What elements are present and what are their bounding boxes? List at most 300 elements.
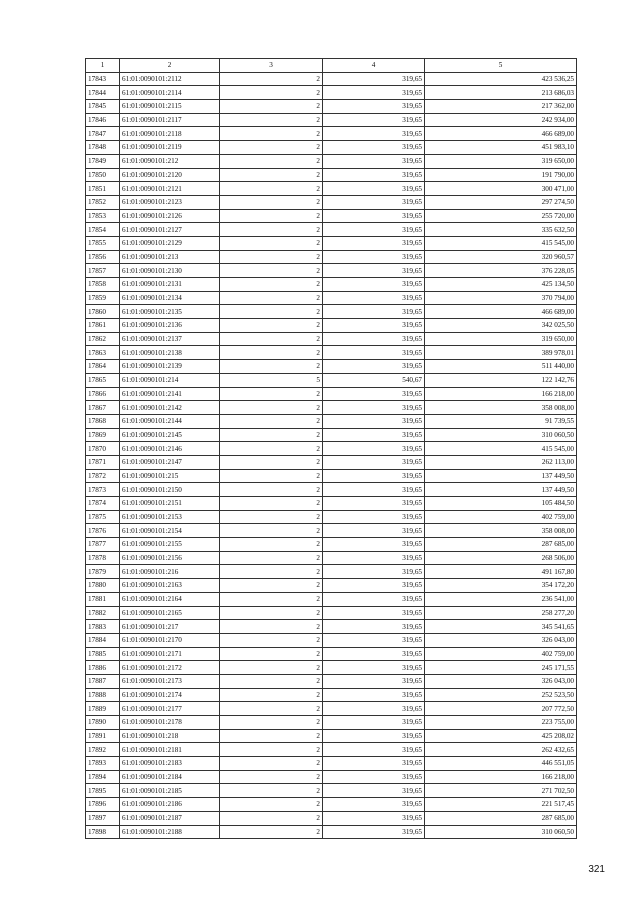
table-cell: 61:01:0090101:2154: [120, 524, 220, 538]
table-cell: 2: [220, 113, 323, 127]
table-cell: 2: [220, 647, 323, 661]
table-cell: 2: [220, 127, 323, 141]
table-cell: 61:01:0090101:2153: [120, 510, 220, 524]
table-cell: 297 274,50: [425, 195, 577, 209]
table-cell: 17855: [86, 236, 120, 250]
table-row: [86, 113, 577, 127]
table-cell: 319,65: [323, 141, 425, 155]
table-cell: 61:01:0090101:2183: [120, 757, 220, 771]
table-cell: 17882: [86, 606, 120, 620]
table-row: [86, 716, 577, 730]
table-cell: 17846: [86, 113, 120, 127]
table-cell: 2: [220, 305, 323, 319]
table-cell: 2: [220, 291, 323, 305]
table-cell: 17861: [86, 319, 120, 333]
table-cell: 61:01:0090101:2142: [120, 401, 220, 415]
table-cell: 5: [220, 373, 323, 387]
table-cell: 61:01:0090101:2155: [120, 538, 220, 552]
table-cell: 262 432,65: [425, 743, 577, 757]
table-cell: 61:01:0090101:215: [120, 469, 220, 483]
table-cell: 2: [220, 346, 323, 360]
table-cell: 17893: [86, 757, 120, 771]
table-cell: 451 983,10: [425, 141, 577, 155]
table-row: [86, 154, 577, 168]
table-cell: 319,65: [323, 770, 425, 784]
table-row: [86, 798, 577, 812]
table-cell: 61:01:0090101:2156: [120, 551, 220, 565]
table-cell: 61:01:0090101:2123: [120, 195, 220, 209]
table-cell: 319,65: [323, 401, 425, 415]
table-row: [86, 633, 577, 647]
table-row: [86, 236, 577, 250]
table-cell: 262 113,00: [425, 455, 577, 469]
table-row: [86, 209, 577, 223]
table-cell: 61:01:0090101:2164: [120, 592, 220, 606]
table-cell: 17880: [86, 579, 120, 593]
table-cell: 17874: [86, 497, 120, 511]
table-cell: 319,65: [323, 633, 425, 647]
table-cell: 17849: [86, 154, 120, 168]
table-cell: 17860: [86, 305, 120, 319]
table-cell: 17895: [86, 784, 120, 798]
table-cell: 2: [220, 455, 323, 469]
table-cell: 319,65: [323, 702, 425, 716]
table-cell: 319,65: [323, 716, 425, 730]
table-cell: 17889: [86, 702, 120, 716]
table-cell: 17862: [86, 332, 120, 346]
table-cell: 319,65: [323, 579, 425, 593]
table-cell: 61:01:0090101:2181: [120, 743, 220, 757]
table-cell: 2: [220, 154, 323, 168]
table-cell: 61:01:0090101:2187: [120, 811, 220, 825]
table-cell: 17891: [86, 729, 120, 743]
table-cell: 319,65: [323, 209, 425, 223]
table-cell: 268 506,00: [425, 551, 577, 565]
table-cell: 105 484,50: [425, 497, 577, 511]
table-cell: 2: [220, 278, 323, 292]
table-cell: 61:01:0090101:218: [120, 729, 220, 743]
table-row: [86, 565, 577, 579]
table-cell: 61:01:0090101:216: [120, 565, 220, 579]
table-cell: 319,65: [323, 100, 425, 114]
table-cell: 2: [220, 606, 323, 620]
table-cell: 319,65: [323, 538, 425, 552]
table-cell: 2: [220, 524, 323, 538]
table-cell: 319,65: [323, 127, 425, 141]
table-cell: 61:01:0090101:2151: [120, 497, 220, 511]
table-cell: 61:01:0090101:2135: [120, 305, 220, 319]
table-cell: 2: [220, 688, 323, 702]
table-cell: 425 134,50: [425, 278, 577, 292]
table-row: [86, 592, 577, 606]
table-cell: 2: [220, 236, 323, 250]
table-cell: 61:01:0090101:214: [120, 373, 220, 387]
table-cell: 191 790,00: [425, 168, 577, 182]
table-cell: 2: [220, 86, 323, 100]
table-row: [86, 770, 577, 784]
column-header-5: 5: [425, 59, 577, 73]
table-cell: 207 772,50: [425, 702, 577, 716]
table-row: [86, 442, 577, 456]
table-cell: 319,65: [323, 305, 425, 319]
table-row: [86, 551, 577, 565]
table-cell: 17857: [86, 264, 120, 278]
table-row: [86, 524, 577, 538]
table-row: [86, 401, 577, 415]
table-cell: 319,65: [323, 332, 425, 346]
table-cell: 2: [220, 592, 323, 606]
table-row: [86, 497, 577, 511]
table-cell: 2: [220, 250, 323, 264]
table-cell: 2: [220, 223, 323, 237]
table-row: [86, 195, 577, 209]
table-row: [86, 86, 577, 100]
table-cell: 319,65: [323, 661, 425, 675]
table-cell: 2: [220, 620, 323, 634]
table-cell: 236 541,00: [425, 592, 577, 606]
table-cell: 61:01:0090101:2178: [120, 716, 220, 730]
table-row: [86, 674, 577, 688]
table-cell: 319,65: [323, 414, 425, 428]
table-cell: 2: [220, 811, 323, 825]
table-cell: 61:01:0090101:2120: [120, 168, 220, 182]
table-row: [86, 743, 577, 757]
table-cell: 319,65: [323, 729, 425, 743]
table-cell: 2: [220, 483, 323, 497]
table-cell: 2: [220, 538, 323, 552]
table-cell: 2: [220, 579, 323, 593]
table-row: [86, 702, 577, 716]
table-cell: 319,65: [323, 168, 425, 182]
table-cell: 2: [220, 784, 323, 798]
table-cell: 61:01:0090101:2139: [120, 360, 220, 374]
table-cell: 2: [220, 401, 323, 415]
table-cell: 17885: [86, 647, 120, 661]
table-cell: 319,65: [323, 825, 425, 839]
table-row: [86, 100, 577, 114]
table-cell: 61:01:0090101:2184: [120, 770, 220, 784]
table-cell: 61:01:0090101:2130: [120, 264, 220, 278]
table-cell: 17852: [86, 195, 120, 209]
table-row: [86, 305, 577, 319]
table-row: [86, 360, 577, 374]
table-cell: 17886: [86, 661, 120, 675]
table-cell: 402 759,00: [425, 510, 577, 524]
table-cell: 319,65: [323, 565, 425, 579]
table-cell: 2: [220, 825, 323, 839]
column-header-1: 1: [86, 59, 120, 73]
table-row: [86, 661, 577, 675]
table-cell: 319,65: [323, 674, 425, 688]
table-row: [86, 469, 577, 483]
table-cell: 415 545,00: [425, 236, 577, 250]
table-cell: 91 739,55: [425, 414, 577, 428]
table-cell: 319,65: [323, 182, 425, 196]
table-cell: 319,65: [323, 264, 425, 278]
table-cell: 300 471,00: [425, 182, 577, 196]
table-cell: 345 541,65: [425, 620, 577, 634]
table-body: [86, 72, 577, 839]
table-cell: 17867: [86, 401, 120, 415]
table-row: [86, 291, 577, 305]
table-cell: 61:01:0090101:2144: [120, 414, 220, 428]
table-row: [86, 579, 577, 593]
table-cell: 17887: [86, 674, 120, 688]
table-cell: 17851: [86, 182, 120, 196]
table-cell: 17883: [86, 620, 120, 634]
table-cell: 2: [220, 387, 323, 401]
table-cell: 319,65: [323, 86, 425, 100]
table-cell: 319,65: [323, 236, 425, 250]
table-cell: 310 060,50: [425, 825, 577, 839]
table-cell: 17894: [86, 770, 120, 784]
table-cell: 2: [220, 702, 323, 716]
table-cell: 17866: [86, 387, 120, 401]
table-cell: 319,65: [323, 497, 425, 511]
table-cell: 61:01:0090101:2185: [120, 784, 220, 798]
table-row: [86, 455, 577, 469]
table-cell: 319,65: [323, 798, 425, 812]
table-row: [86, 373, 577, 387]
table-cell: 245 171,55: [425, 661, 577, 675]
table-cell: 511 440,00: [425, 360, 577, 374]
table-cell: 61:01:0090101:212: [120, 154, 220, 168]
table-row: [86, 483, 577, 497]
table-cell: 61:01:0090101:2136: [120, 319, 220, 333]
table-cell: 61:01:0090101:2165: [120, 606, 220, 620]
table-cell: 61:01:0090101:217: [120, 620, 220, 634]
table-cell: 61:01:0090101:2177: [120, 702, 220, 716]
table-cell: 61:01:0090101:2188: [120, 825, 220, 839]
table-cell: 258 277,20: [425, 606, 577, 620]
table-cell: 2: [220, 798, 323, 812]
table-cell: 2: [220, 428, 323, 442]
table-row: [86, 825, 577, 839]
table-cell: 2: [220, 565, 323, 579]
table-cell: 358 008,00: [425, 401, 577, 415]
table-cell: 319,65: [323, 387, 425, 401]
table-cell: 2: [220, 319, 323, 333]
table-row: [86, 510, 577, 524]
table-cell: 17873: [86, 483, 120, 497]
table-cell: 17884: [86, 633, 120, 647]
table-cell: 17847: [86, 127, 120, 141]
table-cell: 319,65: [323, 319, 425, 333]
table-cell: 17850: [86, 168, 120, 182]
table-cell: 61:01:0090101:2131: [120, 278, 220, 292]
table-cell: 61:01:0090101:2126: [120, 209, 220, 223]
table-cell: 61:01:0090101:2186: [120, 798, 220, 812]
table-row: [86, 620, 577, 634]
table-cell: 319,65: [323, 250, 425, 264]
table-cell: 491 167,80: [425, 565, 577, 579]
table-cell: 319,65: [323, 811, 425, 825]
table-cell: 17896: [86, 798, 120, 812]
data-table: [85, 58, 577, 839]
table-row: [86, 319, 577, 333]
table-cell: 2: [220, 72, 323, 86]
table-row: [86, 127, 577, 141]
table-cell: 354 172,20: [425, 579, 577, 593]
table-cell: 17859: [86, 291, 120, 305]
table-cell: 17897: [86, 811, 120, 825]
table-cell: 17892: [86, 743, 120, 757]
table-cell: 415 545,00: [425, 442, 577, 456]
table-cell: 17870: [86, 442, 120, 456]
table-cell: 2: [220, 360, 323, 374]
table-row: [86, 428, 577, 442]
table-cell: 61:01:0090101:2172: [120, 661, 220, 675]
table-row: [86, 647, 577, 661]
table-cell: 61:01:0090101:2134: [120, 291, 220, 305]
table-cell: 61:01:0090101:2174: [120, 688, 220, 702]
table-row: [86, 606, 577, 620]
table-cell: 2: [220, 661, 323, 675]
table-cell: 2: [220, 551, 323, 565]
table-row: [86, 264, 577, 278]
table-cell: 319,65: [323, 551, 425, 565]
table-cell: 17888: [86, 688, 120, 702]
table-row: [86, 223, 577, 237]
table-row: [86, 168, 577, 182]
table-cell: 319,65: [323, 72, 425, 86]
table-cell: 319,65: [323, 223, 425, 237]
table-cell: 17854: [86, 223, 120, 237]
table-cell: 319,65: [323, 278, 425, 292]
table-cell: 17856: [86, 250, 120, 264]
table-cell: 221 517,45: [425, 798, 577, 812]
table-cell: 287 685,00: [425, 538, 577, 552]
table-cell: 61:01:0090101:2118: [120, 127, 220, 141]
table-row: [86, 250, 577, 264]
table-cell: 2: [220, 414, 323, 428]
table-cell: 319,65: [323, 510, 425, 524]
page-number: 321: [588, 864, 605, 875]
table-cell: 17858: [86, 278, 120, 292]
table-cell: 425 208,02: [425, 729, 577, 743]
table-cell: 2: [220, 716, 323, 730]
table-row: [86, 346, 577, 360]
table-cell: 61:01:0090101:2117: [120, 113, 220, 127]
table-cell: 2: [220, 141, 323, 155]
table-cell: 319,65: [323, 346, 425, 360]
table-cell: 17877: [86, 538, 120, 552]
table-cell: 446 551,05: [425, 757, 577, 771]
table-cell: 137 449,50: [425, 469, 577, 483]
table-cell: 342 025,50: [425, 319, 577, 333]
table-cell: 423 536,25: [425, 72, 577, 86]
table-cell: 2: [220, 469, 323, 483]
table-cell: 17869: [86, 428, 120, 442]
table-cell: 2: [220, 674, 323, 688]
table-cell: 2: [220, 168, 323, 182]
table-cell: 319,65: [323, 647, 425, 661]
table-cell: 61:01:0090101:2170: [120, 633, 220, 647]
table-cell: 61:01:0090101:2115: [120, 100, 220, 114]
table-cell: 319,65: [323, 113, 425, 127]
table-cell: 17853: [86, 209, 120, 223]
table-cell: 61:01:0090101:2121: [120, 182, 220, 196]
table-cell: 319,65: [323, 592, 425, 606]
table-cell: 2: [220, 729, 323, 743]
table-cell: 61:01:0090101:2112: [120, 72, 220, 86]
column-header-3: 3: [220, 59, 323, 73]
table-cell: 17879: [86, 565, 120, 579]
column-header-2: 2: [120, 59, 220, 73]
table-cell: 319,65: [323, 360, 425, 374]
table-row: [86, 688, 577, 702]
table-cell: 319,65: [323, 154, 425, 168]
table-cell: 17878: [86, 551, 120, 565]
table-cell: 61:01:0090101:213: [120, 250, 220, 264]
table-cell: 17871: [86, 455, 120, 469]
table-cell: 402 759,00: [425, 647, 577, 661]
table-cell: 319 650,00: [425, 332, 577, 346]
table-cell: 61:01:0090101:2150: [120, 483, 220, 497]
table-cell: 319,65: [323, 455, 425, 469]
table-cell: 17863: [86, 346, 120, 360]
table-cell: 2: [220, 100, 323, 114]
table-cell: 17890: [86, 716, 120, 730]
table-cell: 370 794,00: [425, 291, 577, 305]
table-cell: 466 689,00: [425, 127, 577, 141]
table-cell: 61:01:0090101:2127: [120, 223, 220, 237]
table-cell: 2: [220, 195, 323, 209]
table-row: [86, 811, 577, 825]
table-cell: 17845: [86, 100, 120, 114]
table-cell: 61:01:0090101:2119: [120, 141, 220, 155]
table-cell: 61:01:0090101:2147: [120, 455, 220, 469]
table-cell: 166 218,00: [425, 770, 577, 784]
table-cell: 61:01:0090101:2173: [120, 674, 220, 688]
table-cell: 319,65: [323, 743, 425, 757]
table-cell: 326 043,00: [425, 633, 577, 647]
table-cell: 319,65: [323, 606, 425, 620]
table-cell: 61:01:0090101:2138: [120, 346, 220, 360]
table-row: [86, 729, 577, 743]
column-header-4: 4: [323, 59, 425, 73]
table-cell: 17844: [86, 86, 120, 100]
table-cell: 61:01:0090101:2146: [120, 442, 220, 456]
table-cell: 255 720,00: [425, 209, 577, 223]
table-cell: 540,67: [323, 373, 425, 387]
table-cell: 217 362,00: [425, 100, 577, 114]
table-cell: 319,65: [323, 688, 425, 702]
table-row: [86, 72, 577, 86]
table-cell: 335 632,50: [425, 223, 577, 237]
table-cell: 326 043,00: [425, 674, 577, 688]
table-cell: 2: [220, 743, 323, 757]
table-row: [86, 332, 577, 346]
table-cell: 320 960,57: [425, 250, 577, 264]
table-cell: 242 934,00: [425, 113, 577, 127]
table-cell: 2: [220, 332, 323, 346]
table-cell: 310 060,50: [425, 428, 577, 442]
table-cell: 17872: [86, 469, 120, 483]
table-cell: 358 008,00: [425, 524, 577, 538]
table-cell: 2: [220, 770, 323, 784]
table-cell: 2: [220, 757, 323, 771]
table-cell: 17868: [86, 414, 120, 428]
table-cell: 319,65: [323, 784, 425, 798]
table-cell: 319,65: [323, 524, 425, 538]
table-cell: 2: [220, 510, 323, 524]
table-header-row: [86, 59, 577, 73]
table-cell: 122 142,76: [425, 373, 577, 387]
table-cell: 252 523,50: [425, 688, 577, 702]
table-cell: 61:01:0090101:2171: [120, 647, 220, 661]
table-cell: 17881: [86, 592, 120, 606]
